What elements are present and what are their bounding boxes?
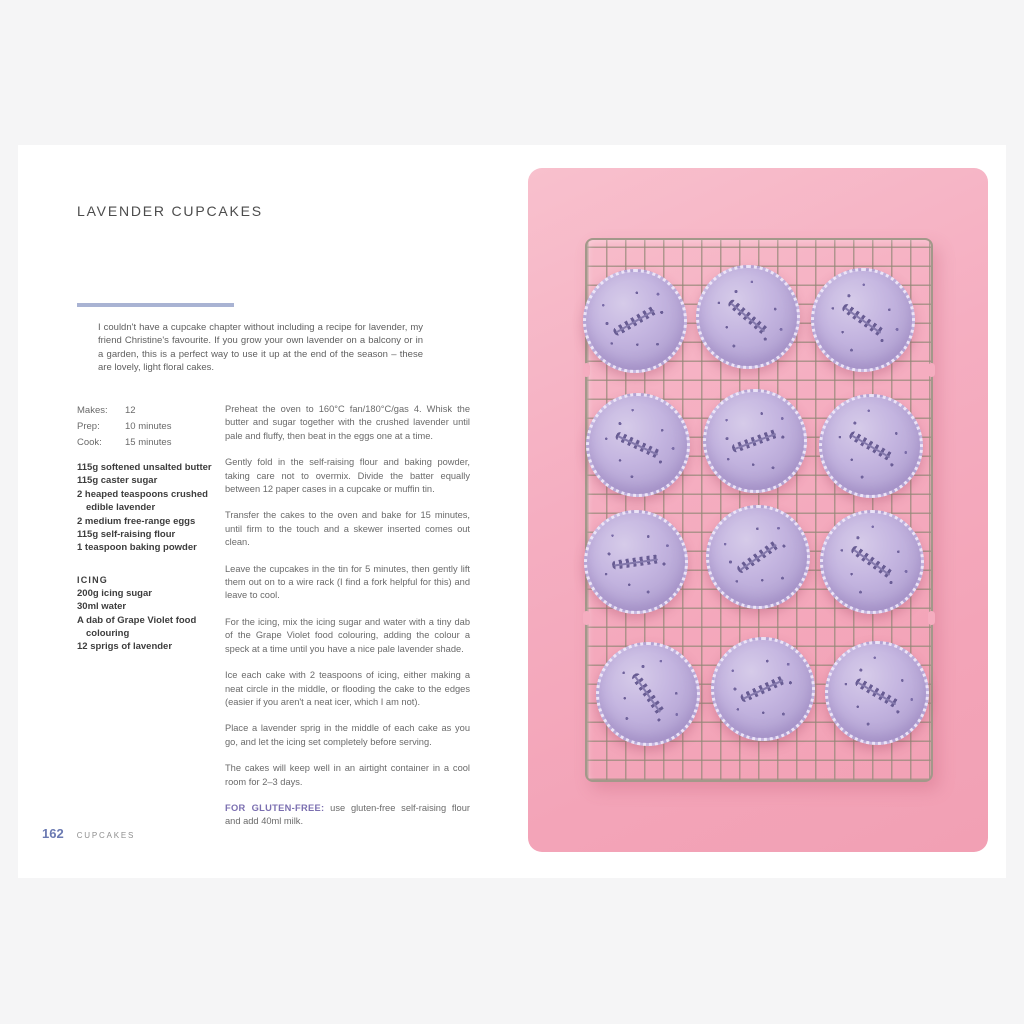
method-paragraph: Transfer the cakes to the oven and bake for 15 minutes, until firm to the touch and a skewer inserted comes out clean. [225,510,470,548]
icing-ingredient-list [77,587,223,654]
ingredient-item: A dab of Grape Violet food colouring [77,614,197,640]
cupcake [820,510,924,614]
method-column [225,403,470,842]
meta-row [77,419,223,435]
meta-row [77,435,223,451]
cupcake [711,637,815,741]
lavender-sprig-icon [727,298,770,336]
page-number: 162 [42,826,64,841]
ingredients-column [77,403,223,654]
rack-notch [928,611,935,625]
lavender-sprig-icon [631,672,666,716]
meta-value: 10 minutes [125,421,172,432]
ingredient-item: 2 heaped teaspoons crushed edible lavender [77,488,208,514]
cupcake [696,265,800,369]
icing-header: ICING [77,574,109,585]
section-label: CUPCAKES [76,831,136,840]
cupcake [586,393,690,497]
lavender-sprig-icon [854,677,900,709]
recipe-meta [77,403,223,451]
meta-label: Prep: [77,421,100,432]
lavender-sprig-icon [848,430,894,462]
method-paragraph: For the icing, mix the icing sugar and water with a tiny dab of the Grape Violet food colouring, adding the colour a speck at a time until you have a nice pale lavender shade. [225,616,470,654]
lavender-sprig-icon [739,675,786,703]
ingredient-item: 2 medium free-range eggs [77,515,196,527]
cookbook-page-spread [18,145,1006,878]
meta-value: 15 minutes [125,437,172,448]
method-paragraph: Place a lavender sprig in the middle of each cake as you go, and let the icing set completely before serving. [225,723,470,747]
method-paragraphs [225,403,470,789]
rack-notch [583,611,590,625]
method-paragraph: Gently fold in the self-raising flour and baking powder, taking care not to overmix. Divide the batter equally between 12 paper cases in a cupcake or muffin tin. [225,457,470,495]
recipe-title: LAVENDER CUPCAKES [77,203,263,219]
ingredient-item: 30ml water [77,601,127,613]
cupcake [706,505,810,609]
method-paragraph: Ice each cake with 2 teaspoons of icing, either making a neat circle in the middle, or flooding the cake to the edges (easier if you aren't a neat icer, which I am not). [225,670,470,707]
lavender-sprig-icon [736,540,780,575]
ingredient-item: 12 sprigs of lavender [77,641,173,653]
cupcake [596,642,700,746]
recipe-intro: I couldn't have a cupcake chapter without including a recipe for lavender, my friend Christine's favourite. If you grow your own lavender on a balcony or in a garden, this is a perfect way to use it up at the end of the season – these are lovely, light floral cakes. [98,322,423,374]
accent-rule [77,303,234,307]
cupcake [825,641,929,745]
cupcake-photo [528,168,988,852]
cupcake [703,389,807,493]
gluten-free-text: use gluten-free self-raising flour and add 40ml milk. [225,802,470,827]
method-paragraph: Preheat the oven to 160°C fan/180°C/gas 4. Whisk the butter and sugar together with the crushed lavender until pale and fluffy, then beat in the eggs one at a time. [225,404,470,441]
cupcake [819,394,923,498]
meta-label: Makes: [77,405,108,416]
gluten-free-label: FOR GLUTEN-FREE: [225,802,325,813]
method-paragraph: Leave the cupcakes in the tin for 5 minutes, then gently lift them out on to a wire rack (I find a fork helpful for this) and leave to cool. [225,563,470,601]
ingredient-item: 115g self-raising flour [77,529,176,541]
rack-notch [928,363,935,377]
meta-row [77,403,223,419]
lavender-sprig-icon [841,303,885,338]
ingredient-list [77,461,223,555]
lavender-sprig-icon [612,554,661,570]
lavender-sprig-icon [612,305,658,337]
meta-value: 12 [125,405,136,416]
gluten-free-note [225,802,470,829]
lavender-sprig-icon [614,431,661,459]
rack-notch [583,363,590,377]
ingredient-item: 115g caster sugar [77,475,158,487]
ingredient-item: 1 teaspoon baking powder [77,542,197,554]
method-paragraph: The cakes will keep well in an airtight container in a cool room for 2–3 days. [225,763,470,787]
lavender-sprig-icon [731,429,779,454]
cupcake [584,510,688,614]
cupcake [583,269,687,373]
cupcake [811,268,915,372]
ingredient-item: 200g icing sugar [77,587,152,599]
lavender-sprig-icon [850,545,894,580]
meta-label: Cook: [77,437,102,448]
ingredient-item: 115g softened unsalted butter [77,462,212,473]
page-footer [42,826,135,841]
